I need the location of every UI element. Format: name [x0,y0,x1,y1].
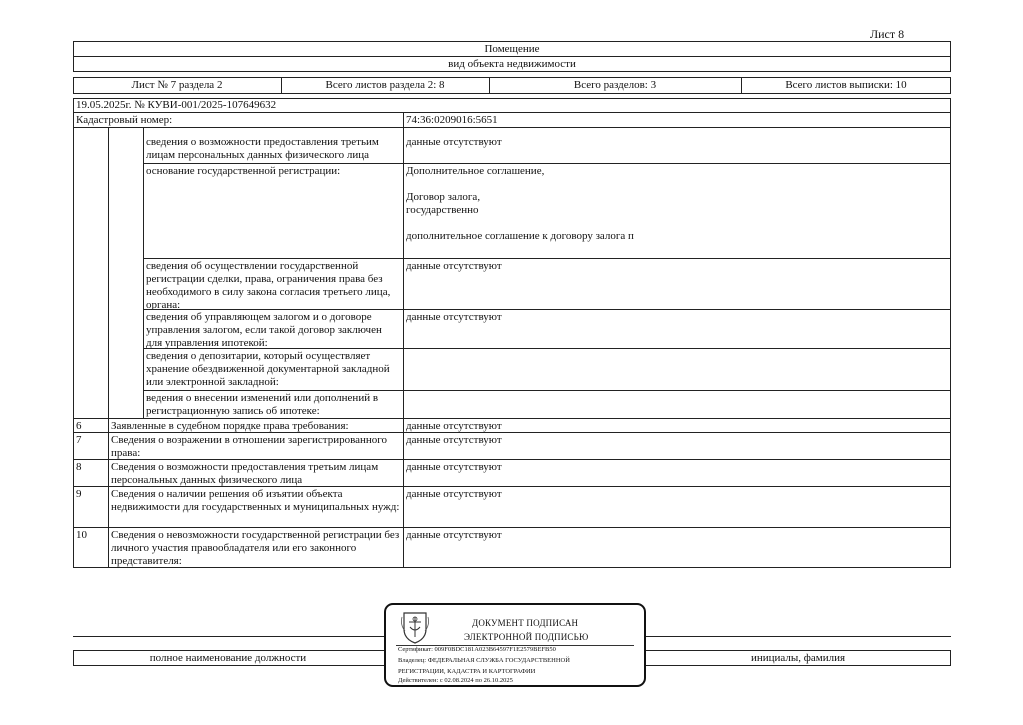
row-label-personal-participation: Сведения о невозможности государственной регистрации без личного участия правообладателя или его законного представителя: [111,529,400,567]
basis-line: Дополнительное соглашение, [406,165,545,177]
sub-row-registration-basis-label: основание государственной регистрации: [146,165,341,177]
row-value-personal-data: данные отсутствуют [406,461,502,473]
initials-label: инициалы, фамилия [750,652,846,664]
sub-row-depositary-label: сведения о депозитарии, который осуществляет хранение обездвиженной документарной закладной или электронной закладной: [146,350,390,388]
row-value-claims: данные отсутствуют [406,420,502,432]
sub-row-no-consent-label: сведения об осуществлении государственной регистрации сделки, права, ограничения права без необходимого в силу закона согласия третьего лица, органа: [146,260,391,309]
sub-row-mortgage-changes-label: ведения о внесении изменений или дополнений в регистрационную запись об ипотеке: [146,392,379,417]
sub-row-personal-data-value: данные отсутствуют [406,136,502,148]
object-title-text: Помещение [484,43,540,55]
stamp-owner-2: РЕГИСТРАЦИИ, КАДАСТРА И КАРТОГРАФИИ [398,668,536,675]
row-number: 6 [76,420,82,432]
sub-row-pledge-manager-value: данные отсутствуют [406,311,502,323]
stamp-validity: Действителен: с 02.08.2024 по 26.10.2025 [398,677,513,684]
position-label: полное наименование должности [149,652,307,664]
stamp-title-1: ДОКУМЕНТ ПОДПИСАН [472,618,579,628]
cadastral-number: 74:36:0209016:5651 [406,114,498,126]
sub-row-no-consent-value: данные отсутствуют [406,260,502,272]
row-number: 7 [76,434,82,446]
coat-of-arms-icon [400,609,430,645]
row-number: 10 [76,529,87,541]
object-title [73,41,951,57]
stamp-owner-1: Владелец: ФЕДЕРАЛЬНАЯ СЛУЖБА ГОСУДАРСТВЕННОЙ [398,657,570,664]
total-sections: Всего разделов: 3 [573,79,657,91]
row-value-objection: данные отсутствуют [406,434,502,446]
basis-line: государственно [406,204,479,216]
sub-row-pledge-manager-label: сведения об управляющем залогом и о договоре управления залогом, если такой договор заключен для управления ипотекой: [146,311,382,348]
row-label-seizure: Сведения о наличии решения об изъятии объекта недвижимости для государственных и муниципальных нужд: [111,488,400,513]
basis-line: дополнительное соглашение к договору залога п [406,230,634,242]
extract-date-number: 19.05.2025г. № КУВИ-001/2025-107649632 [76,99,277,111]
object-type-text: вид объекта недвижимости [448,58,576,70]
total-sheets-section: Всего листов раздела 2: 8 [325,79,445,91]
sheet-of-section: Лист № 7 раздела 2 [131,79,223,91]
sub-row-mortgage-changes-value [403,391,950,418]
row-label-objection: Сведения о возражении в отношении зарегистрированного права: [111,434,388,459]
basis-line: Договор залога, [406,191,481,203]
sub-row-registration-basis-value [403,164,950,258]
row-number: 8 [76,461,82,473]
total-sheets-extract: Всего листов выписки: 10 [785,79,907,91]
sub-row-depositary-value [403,349,950,390]
stamp-title-2: ЭЛЕКТРОННОЙ ПОДПИСЬЮ [464,632,589,642]
row-value-seizure: данные отсутствуют [406,488,502,500]
object-type [73,56,951,72]
e-signature-stamp [384,603,646,687]
sub-row-personal-data-label: сведения о возможности предоставления третьим лицам персональных данных физического лица [146,136,379,161]
sheet-number: Лист 8 [870,27,905,41]
cadastral-label: Кадастровый номер: [76,114,173,126]
row-number: 9 [76,488,82,500]
row-value-personal-participation: данные отсутствуют [406,529,502,541]
stamp-certificate: Сертификат: 009F0BDC181A023B64597F1E2579BEFB50 [398,646,556,653]
row-label-claims: Заявленные в судебном порядке права требования: [111,420,349,432]
row-label-personal-data: Сведения о возможности предоставления третьим лицам персональных данных физического лица [111,461,379,486]
